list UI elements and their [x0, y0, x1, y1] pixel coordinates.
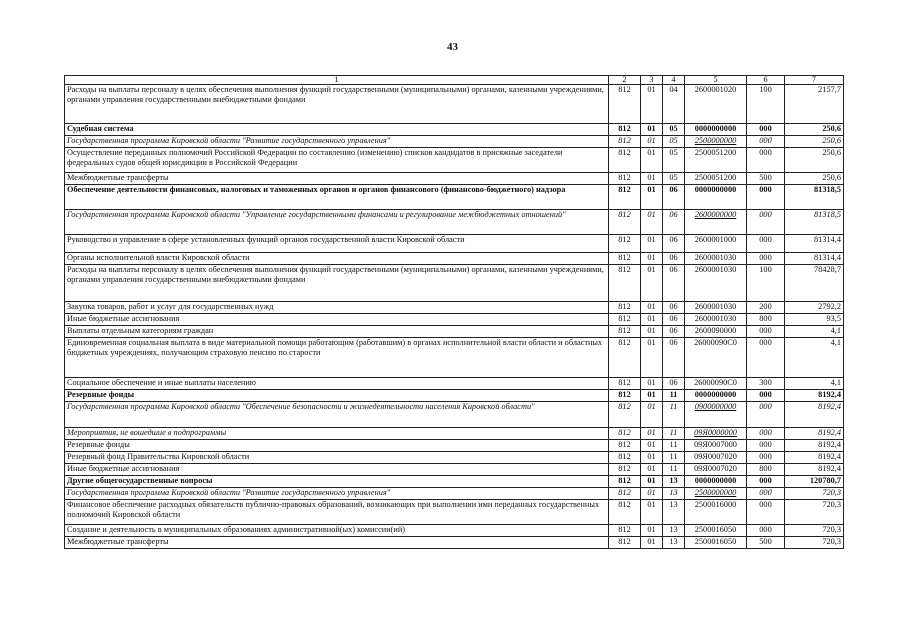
column-header: 6: [747, 76, 785, 85]
column-header: 4: [663, 76, 685, 85]
row-name: Резервные фонды: [65, 440, 609, 452]
table-row: [65, 476, 844, 488]
ministry-code: 812: [609, 235, 641, 253]
subsection-code: 04: [663, 85, 685, 124]
subsection-code: 11: [663, 440, 685, 452]
target-article-code: 2500016000: [685, 500, 747, 525]
expense-type-code: 000: [747, 440, 785, 452]
expense-type-code: 000: [747, 428, 785, 440]
section-code: 01: [641, 265, 663, 302]
amount: 81318,5: [785, 185, 844, 210]
amount: 81318,5: [785, 210, 844, 235]
row-name: Социальное обеспечение и иные выплаты населению: [65, 378, 609, 390]
subsection-code: 13: [663, 525, 685, 537]
target-article-code: 0000000000: [685, 124, 747, 136]
table-row: [65, 302, 844, 314]
target-article-code: 09Я0007000: [685, 440, 747, 452]
target-article-code: 26000090C0: [685, 338, 747, 378]
subsection-code: 06: [663, 314, 685, 326]
expense-type-code: 000: [747, 338, 785, 378]
amount: 78428,7: [785, 265, 844, 302]
ministry-code: 812: [609, 537, 641, 549]
ministry-code: 812: [609, 326, 641, 338]
table-row: [65, 235, 844, 253]
expense-type-code: 300: [747, 378, 785, 390]
table-row: [65, 428, 844, 440]
row-name: Создание и деятельность в муниципальных образованиях административной(ых) комиссии(ий): [65, 525, 609, 537]
target-article-code: 2600001030: [685, 314, 747, 326]
expense-type-code: 000: [747, 136, 785, 148]
table-row: [65, 173, 844, 185]
section-code: 01: [641, 500, 663, 525]
row-name: Резервный фонд Правительства Кировской области: [65, 452, 609, 464]
ministry-code: 812: [609, 314, 641, 326]
target-article-code: 09Я0000000: [685, 428, 747, 440]
row-name: Обеспечение деятельности финансовых, налоговых и таможенных органов и органов финансового (финансово-бюджетного) надзора: [65, 185, 609, 210]
expense-type-code: 000: [747, 476, 785, 488]
amount: 720,3: [785, 537, 844, 549]
table-header-row: [65, 76, 844, 85]
table-row: [65, 440, 844, 452]
target-article-code: 2600001030: [685, 302, 747, 314]
expense-type-code: 000: [747, 326, 785, 338]
target-article-code: 09Я0007020: [685, 464, 747, 476]
expense-type-code: 000: [747, 148, 785, 173]
amount: 120780,7: [785, 476, 844, 488]
subsection-code: 11: [663, 452, 685, 464]
ministry-code: 812: [609, 136, 641, 148]
target-article-code: 2600001030: [685, 265, 747, 302]
ministry-code: 812: [609, 302, 641, 314]
table-row: [65, 124, 844, 136]
target-article-code: 2600001020: [685, 85, 747, 124]
expense-type-code: 000: [747, 525, 785, 537]
subsection-code: 13: [663, 537, 685, 549]
subsection-code: 11: [663, 464, 685, 476]
row-name: Судебная система: [65, 124, 609, 136]
subsection-code: 06: [663, 326, 685, 338]
amount: 720,3: [785, 525, 844, 537]
table-row: [65, 488, 844, 500]
ministry-code: 812: [609, 500, 641, 525]
amount: 8192,4: [785, 428, 844, 440]
ministry-code: 812: [609, 85, 641, 124]
section-code: 01: [641, 235, 663, 253]
section-code: 01: [641, 402, 663, 428]
target-article-code: 2500000000: [685, 136, 747, 148]
expense-type-code: 500: [747, 173, 785, 185]
ministry-code: 812: [609, 148, 641, 173]
row-name: Межбюджетные трансферты: [65, 173, 609, 185]
table-row: [65, 253, 844, 265]
target-article-code: 2600001030: [685, 253, 747, 265]
subsection-code: 06: [663, 185, 685, 210]
row-name: Государственная программа Кировской области "Управление государственными финансами и регулирование межбюджетных отношений": [65, 210, 609, 235]
section-code: 01: [641, 537, 663, 549]
amount: 720,3: [785, 488, 844, 500]
amount: 93,5: [785, 314, 844, 326]
row-name: Государственная программа Кировской области "Развитие государственного управления": [65, 136, 609, 148]
amount: 81314,4: [785, 235, 844, 253]
target-article-code: 09Я0007020: [685, 452, 747, 464]
section-code: 01: [641, 428, 663, 440]
amount: 2157,7: [785, 85, 844, 124]
amount: 2792,2: [785, 302, 844, 314]
section-code: 01: [641, 338, 663, 378]
section-code: 01: [641, 173, 663, 185]
section-code: 01: [641, 464, 663, 476]
subsection-code: 06: [663, 378, 685, 390]
amount: 720,3: [785, 500, 844, 525]
section-code: 01: [641, 525, 663, 537]
row-name: Осуществление переданных полномочий Российской Федерации по составлению (изменению) списков кандидатов в присяжные заседатели федеральных судов общей юрисдикции в Российской Федерации: [65, 148, 609, 173]
row-name: Иные бюджетные ассигнования: [65, 314, 609, 326]
section-code: 01: [641, 378, 663, 390]
section-code: 01: [641, 253, 663, 265]
target-article-code: 2600090000: [685, 326, 747, 338]
target-article-code: 0000000000: [685, 390, 747, 402]
table-row: [65, 136, 844, 148]
target-article-code: 2600001000: [685, 235, 747, 253]
expense-type-code: 100: [747, 265, 785, 302]
expense-type-code: 000: [747, 235, 785, 253]
table-row: [65, 390, 844, 402]
row-name: Расходы на выплаты персоналу в целях обеспечения выполнения функций государственными (муниципальными) органами, казенными учреждениями, органами управления государственными внебюджетными фондами: [65, 85, 609, 124]
section-code: 01: [641, 452, 663, 464]
ministry-code: 812: [609, 440, 641, 452]
row-name: Расходы на выплаты персоналу в целях обеспечения выполнения функций государственными (муниципальными) органами, казенными учреждениями, органами управления государственными внебюджетными фондами: [65, 265, 609, 302]
expense-type-code: 100: [747, 85, 785, 124]
table-row: [65, 500, 844, 525]
table-row: [65, 452, 844, 464]
amount: 250,6: [785, 173, 844, 185]
amount: 4,1: [785, 378, 844, 390]
subsection-code: 06: [663, 253, 685, 265]
subsection-code: 06: [663, 210, 685, 235]
row-name: Выплаты отдельным категориям граждан: [65, 326, 609, 338]
table-row: [65, 185, 844, 210]
budget-table: [64, 75, 844, 549]
ministry-code: 812: [609, 402, 641, 428]
subsection-code: 13: [663, 488, 685, 500]
row-name: Резервные фонды: [65, 390, 609, 402]
column-header: 7: [785, 76, 844, 85]
target-article-code: 2500016050: [685, 525, 747, 537]
expense-type-code: 000: [747, 402, 785, 428]
ministry-code: 812: [609, 390, 641, 402]
section-code: 01: [641, 302, 663, 314]
section-code: 01: [641, 210, 663, 235]
row-name: Закупка товаров, работ и услуг для государственных нужд: [65, 302, 609, 314]
row-name: Руководство и управление в сфере установленных функций органов государственной власти Кировской области: [65, 235, 609, 253]
section-code: 01: [641, 488, 663, 500]
expense-type-code: 000: [747, 452, 785, 464]
target-article-code: 2600000000: [685, 210, 747, 235]
ministry-code: 812: [609, 428, 641, 440]
subsection-code: 13: [663, 476, 685, 488]
target-article-code: 0900000000: [685, 402, 747, 428]
expense-type-code: 500: [747, 537, 785, 549]
expense-type-code: 200: [747, 302, 785, 314]
column-header: 2: [609, 76, 641, 85]
table-row: [65, 148, 844, 173]
amount: 81314,4: [785, 253, 844, 265]
table-row: [65, 525, 844, 537]
subsection-code: 06: [663, 302, 685, 314]
section-code: 01: [641, 390, 663, 402]
expense-type-code: 000: [747, 500, 785, 525]
ministry-code: 812: [609, 338, 641, 378]
subsection-code: 05: [663, 173, 685, 185]
subsection-code: 06: [663, 265, 685, 302]
section-code: 01: [641, 185, 663, 210]
expense-type-code: 000: [747, 253, 785, 265]
row-name: Мероприятия, не вошедшие в подпрограммы: [65, 428, 609, 440]
target-article-code: 2500051200: [685, 148, 747, 173]
target-article-code: 0000000000: [685, 185, 747, 210]
ministry-code: 812: [609, 253, 641, 265]
page-number: 43: [447, 41, 458, 53]
row-name: Иные бюджетные ассигнования: [65, 464, 609, 476]
subsection-code: 11: [663, 402, 685, 428]
subsection-code: 06: [663, 235, 685, 253]
amount: 8192,4: [785, 452, 844, 464]
column-header: 1: [65, 76, 609, 85]
amount: 8192,4: [785, 440, 844, 452]
target-article-code: 2500016050: [685, 537, 747, 549]
amount: 8192,4: [785, 390, 844, 402]
ministry-code: 812: [609, 525, 641, 537]
table-row: [65, 537, 844, 549]
column-header: 3: [641, 76, 663, 85]
table-row: [65, 464, 844, 476]
table-row: [65, 326, 844, 338]
section-code: 01: [641, 326, 663, 338]
table-row: [65, 378, 844, 390]
ministry-code: 812: [609, 173, 641, 185]
target-article-code: 26000090C0: [685, 378, 747, 390]
amount: 8192,4: [785, 402, 844, 428]
expense-type-code: 800: [747, 314, 785, 326]
expense-type-code: 000: [747, 390, 785, 402]
amount: 250,6: [785, 148, 844, 173]
subsection-code: 13: [663, 500, 685, 525]
amount: 250,6: [785, 136, 844, 148]
ministry-code: 812: [609, 464, 641, 476]
table-row: [65, 85, 844, 124]
ministry-code: 812: [609, 476, 641, 488]
amount: 4,1: [785, 326, 844, 338]
row-name: Государственная программа Кировской области "Развитие государственного управления": [65, 488, 609, 500]
section-code: 01: [641, 85, 663, 124]
row-name: Другие общегосударственные вопросы: [65, 476, 609, 488]
subsection-code: 06: [663, 338, 685, 378]
table-row: [65, 265, 844, 302]
target-article-code: 0000000000: [685, 476, 747, 488]
ministry-code: 812: [609, 185, 641, 210]
table-row: [65, 210, 844, 235]
expense-type-code: 000: [747, 185, 785, 210]
amount: 8192,4: [785, 464, 844, 476]
subsection-code: 11: [663, 390, 685, 402]
section-code: 01: [641, 148, 663, 173]
row-name: Финансовое обеспечение расходных обязательств публично-правовых образований, возникающих при выполнении ими переданных государственных полномочий Кировской области: [65, 500, 609, 525]
expense-type-code: 800: [747, 464, 785, 476]
section-code: 01: [641, 124, 663, 136]
row-name: Государственная программа Кировской области "Обеспечение безопасности и жизнедеятельности населения Кировской области": [65, 402, 609, 428]
amount: 4,1: [785, 338, 844, 378]
amount: 250,6: [785, 124, 844, 136]
row-name: Органы исполнительной власти Кировской области: [65, 253, 609, 265]
section-code: 01: [641, 476, 663, 488]
subsection-code: 05: [663, 124, 685, 136]
ministry-code: 812: [609, 452, 641, 464]
section-code: 01: [641, 440, 663, 452]
table-row: [65, 314, 844, 326]
expense-type-code: 000: [747, 124, 785, 136]
subsection-code: 11: [663, 428, 685, 440]
expense-type-code: 000: [747, 488, 785, 500]
expense-type-code: 000: [747, 210, 785, 235]
ministry-code: 812: [609, 378, 641, 390]
table-row: [65, 338, 844, 378]
target-article-code: 2500000000: [685, 488, 747, 500]
target-article-code: 2500051200: [685, 173, 747, 185]
section-code: 01: [641, 314, 663, 326]
column-header: 5: [685, 76, 747, 85]
ministry-code: 812: [609, 488, 641, 500]
subsection-code: 05: [663, 136, 685, 148]
ministry-code: 812: [609, 265, 641, 302]
table-row: [65, 402, 844, 428]
ministry-code: 812: [609, 124, 641, 136]
ministry-code: 812: [609, 210, 641, 235]
section-code: 01: [641, 136, 663, 148]
row-name: Межбюджетные трансферты: [65, 537, 609, 549]
subsection-code: 05: [663, 148, 685, 173]
row-name: Единовременная социальная выплата в виде материальной помощи работающим (работавшим) в органах исполнительной власти области и областных бюджетных учреждениях, получающим страховую пенсию по старости: [65, 338, 609, 378]
